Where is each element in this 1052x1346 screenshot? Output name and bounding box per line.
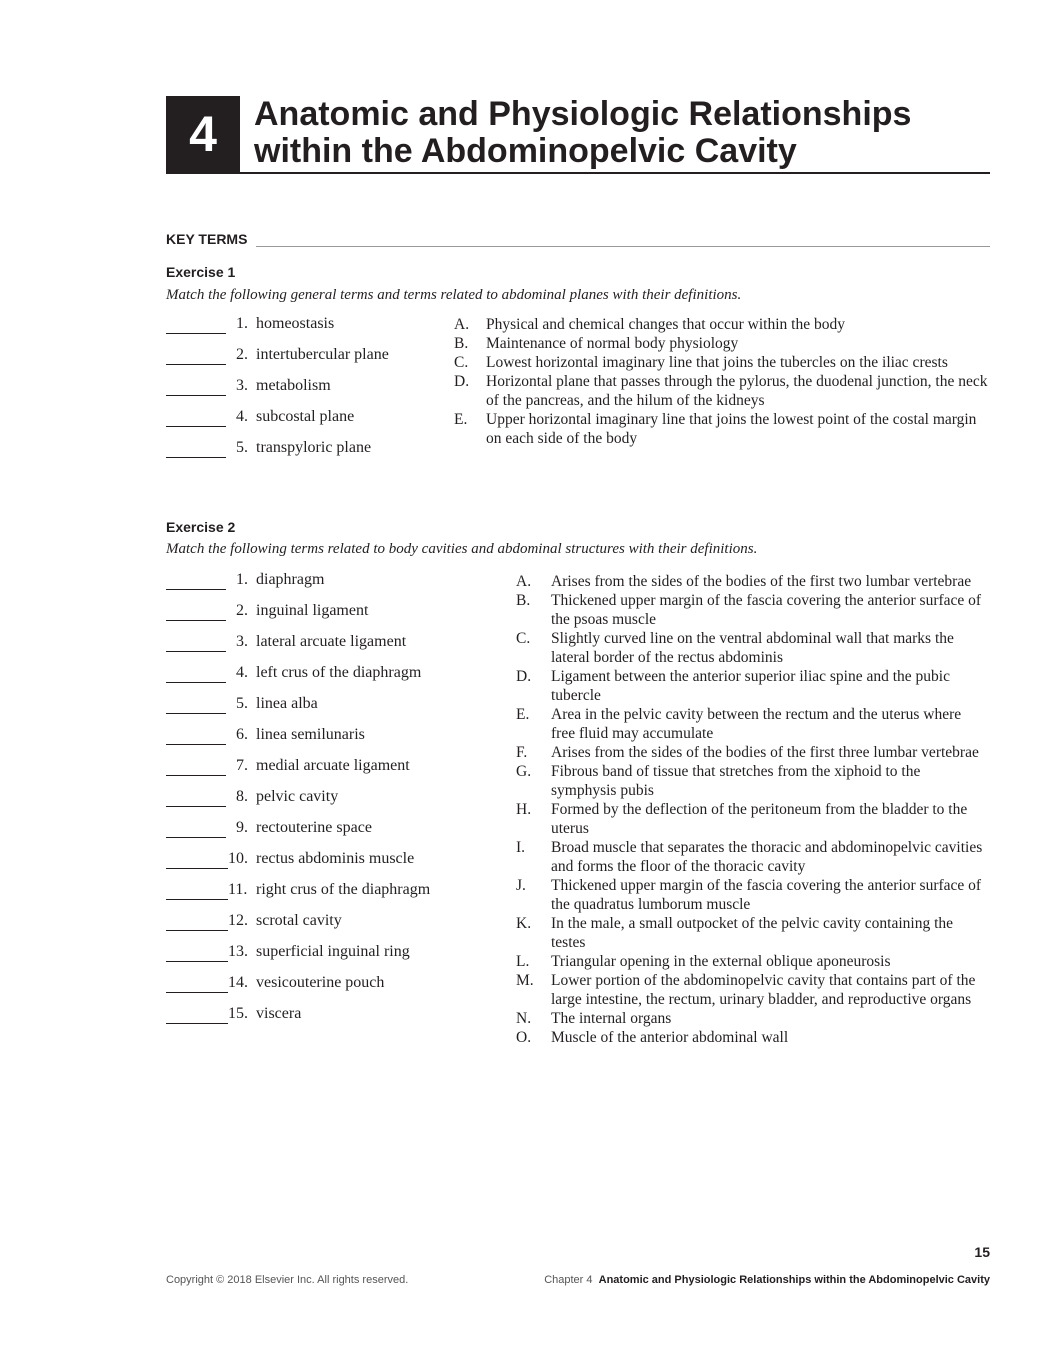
term-row [166, 788, 338, 807]
chapter-title-line-2: within the Abdominopelvic Cavity [254, 132, 797, 170]
term-number: 10. [228, 850, 248, 867]
answer-blank[interactable] [166, 943, 228, 962]
definition-letter: E. [516, 706, 530, 723]
chapter-number: 4 [189, 106, 217, 162]
term-number: 1. [236, 571, 248, 588]
answer-blank[interactable] [166, 377, 226, 396]
term-text: scrotal cavity [256, 912, 342, 929]
answer-blank[interactable] [166, 346, 226, 365]
footer-chapter [544, 1274, 990, 1286]
exercise-2-instructions: Match the following terms related to body cavities and abdominal structures with their definitions. [166, 541, 758, 557]
definition-text: Horizontal plane that passes through the pylorus, the duodenal junction, the neck of the pancreas, and the hilum of the kidneys [486, 373, 988, 409]
definition-letter: C. [454, 354, 469, 371]
exercise-2-title: Exercise 2 [166, 519, 236, 535]
term-number: 7. [236, 757, 248, 774]
term-text: diaphragm [256, 571, 325, 588]
definition-text: Ligament between the anterior superior iliac spine and the pubic tubercle [551, 668, 950, 704]
answer-blank[interactable] [166, 571, 226, 590]
definition-item [516, 667, 986, 705]
definition-text: The internal organs [551, 1010, 672, 1027]
term-text: homeostasis [256, 315, 335, 332]
term-number: 12. [228, 912, 248, 929]
term-text: intertubercular plane [256, 346, 389, 363]
term-text: viscera [256, 1005, 302, 1022]
footer-chapter-label: Chapter 4 [544, 1274, 593, 1286]
term-text: medial arcuate ligament [256, 757, 410, 774]
answer-blank[interactable] [166, 974, 228, 993]
chapter-title [254, 96, 911, 170]
term-number: 9. [236, 819, 248, 836]
term-text: metabolism [256, 377, 331, 394]
title-rule [166, 172, 990, 174]
definition-item [516, 1009, 986, 1028]
term-text: left crus of the diaphragm [256, 664, 422, 681]
definition-text: Slightly curved line on the ventral abdominal wall that marks the lateral border of the rectus abdominis [551, 630, 954, 666]
term-row [166, 346, 389, 365]
definition-text: Physical and chemical changes that occur within the body [486, 316, 845, 333]
definition-item [454, 353, 994, 372]
exercise-1-title: Exercise 1 [166, 264, 236, 280]
definition-letter: K. [516, 915, 532, 932]
definition-letter: N. [516, 1010, 532, 1027]
section-rule [256, 246, 990, 247]
term-row [166, 974, 384, 993]
term-number: 3. [236, 633, 248, 650]
term-row [166, 377, 331, 396]
definition-letter: D. [516, 668, 532, 685]
definition-item [516, 591, 986, 629]
definition-item [454, 410, 994, 448]
term-number: 5. [236, 439, 248, 456]
definition-text: Fibrous band of tissue that stretches from the xiphoid to the symphysis pubis [551, 763, 921, 799]
section-heading: KEY TERMS [166, 231, 248, 247]
term-text: lateral arcuate ligament [256, 633, 407, 650]
term-number: 14. [228, 974, 248, 991]
term-row [166, 726, 365, 745]
term-text: transpyloric plane [256, 439, 372, 456]
definition-letter: G. [516, 763, 532, 780]
term-row [166, 943, 410, 962]
definition-text: Broad muscle that separates the thoracic and abdominopelvic cavities and forms the floor of the thoracic cavity [551, 839, 983, 875]
term-row [166, 1005, 301, 1024]
definition-text: Lowest horizontal imaginary line that joins the tubercles on the iliac crests [486, 354, 948, 371]
definition-text: Arises from the sides of the bodies of the first two lumbar vertebrae [551, 573, 972, 590]
answer-blank[interactable] [166, 850, 228, 869]
term-number: 6. [236, 726, 248, 743]
definition-text: Muscle of the anterior abdominal wall [551, 1029, 789, 1046]
definition-text: Area in the pelvic cavity between the rectum and the uterus where free fluid may accumulate [551, 706, 962, 742]
answer-blank[interactable] [166, 726, 226, 745]
copyright: Copyright © 2018 Elsevier Inc. All rights reserved. [166, 1274, 409, 1286]
chapter-title-line-1: Anatomic and Physiologic Relationships [254, 95, 912, 133]
definition-item [516, 743, 986, 762]
term-row [166, 602, 368, 621]
answer-blank[interactable] [166, 315, 226, 334]
term-number: 4. [236, 408, 248, 425]
answer-blank[interactable] [166, 695, 226, 714]
term-row [166, 664, 421, 683]
definition-letter: M. [516, 972, 534, 989]
definition-text: Triangular opening in the external oblique aponeurosis [551, 953, 891, 970]
answer-blank[interactable] [166, 633, 226, 652]
definition-text: Maintenance of normal body physiology [486, 335, 739, 352]
definition-letter: C. [516, 630, 531, 647]
term-text: superficial inguinal ring [256, 943, 410, 960]
term-number: 5. [236, 695, 248, 712]
definition-text: Lower portion of the abdominopelvic cavity that contains part of the large intestine, the rectum, urinary bladder, and reproductive organs [551, 972, 976, 1008]
definition-item [516, 914, 986, 952]
term-number: 2. [236, 602, 248, 619]
answer-blank[interactable] [166, 881, 228, 900]
definition-item [516, 1028, 986, 1047]
definition-item [516, 629, 986, 667]
definition-letter: B. [454, 335, 469, 352]
definition-letter: A. [454, 316, 470, 333]
definition-text: Upper horizontal imaginary line that joins the lowest point of the costal margin on each side of the body [486, 411, 977, 447]
definition-item [516, 800, 986, 838]
definition-letter: B. [516, 592, 531, 609]
term-row [166, 819, 372, 838]
answer-blank[interactable] [166, 602, 226, 621]
answer-blank[interactable] [166, 819, 226, 838]
definition-item [454, 315, 994, 334]
definition-item [516, 572, 986, 591]
answer-blank[interactable] [166, 788, 226, 807]
term-text: rectouterine space [256, 819, 372, 836]
answer-blank[interactable] [166, 664, 226, 683]
term-text: linea alba [256, 695, 318, 712]
definition-item [516, 876, 986, 914]
definition-letter: D. [454, 373, 470, 390]
term-row [166, 850, 414, 869]
definition-item [516, 838, 986, 876]
term-row [166, 912, 342, 931]
definition-letter: I. [516, 839, 526, 856]
exercise-1-definitions [454, 315, 994, 448]
definition-letter: A. [516, 573, 532, 590]
term-text: right crus of the diaphragm [256, 881, 431, 898]
term-row [166, 757, 410, 776]
definition-text: In the male, a small outpocket of the pelvic cavity containing the testes [551, 915, 954, 951]
term-number: 1. [236, 315, 248, 332]
term-number: 15. [228, 1005, 248, 1022]
definition-letter: L. [516, 953, 530, 970]
term-text: subcostal plane [256, 408, 355, 425]
answer-blank[interactable] [166, 912, 228, 931]
term-number: 8. [236, 788, 248, 805]
definition-letter: J. [516, 877, 526, 894]
term-row [166, 408, 354, 427]
definition-item [454, 372, 994, 410]
definition-letter: O. [516, 1029, 532, 1046]
answer-blank[interactable] [166, 757, 226, 776]
exercise-2-definitions [516, 572, 986, 1047]
answer-blank[interactable] [166, 1005, 228, 1024]
answer-blank[interactable] [166, 439, 226, 458]
definition-item [516, 952, 986, 971]
term-number: 4. [236, 664, 248, 681]
definition-letter: F. [516, 744, 528, 761]
definition-letter: E. [454, 411, 468, 428]
definition-text: Formed by the deflection of the peritoneum from the bladder to the uterus [551, 801, 968, 837]
term-number: 11. [228, 881, 248, 898]
page-number: 15 [974, 1244, 990, 1260]
definition-item [454, 334, 994, 353]
definition-item [516, 762, 986, 800]
definition-text: Arises from the sides of the bodies of the first three lumbar vertebrae [551, 744, 979, 761]
answer-blank[interactable] [166, 408, 226, 427]
chapter-number-box [166, 96, 240, 172]
term-text: vesicouterine pouch [256, 974, 385, 991]
definition-text: Thickened upper margin of the fascia covering the anterior surface of the quadratus lumborum muscle [551, 877, 982, 913]
term-number: 3. [236, 377, 248, 394]
term-text: rectus abdominis muscle [256, 850, 415, 867]
term-text: linea semilunaris [256, 726, 365, 743]
term-number: 2. [236, 346, 248, 363]
term-row [166, 439, 371, 458]
term-text: inguinal ligament [256, 602, 369, 619]
definition-item [516, 705, 986, 743]
term-number: 13. [228, 943, 248, 960]
term-text: pelvic cavity [256, 788, 339, 805]
term-row [166, 315, 334, 334]
term-row [166, 881, 430, 900]
exercise-1-instructions: Match the following general terms and terms related to abdominal planes with their definitions. [166, 287, 742, 303]
term-row [166, 633, 406, 652]
term-row [166, 571, 324, 590]
footer-chapter-title: Anatomic and Physiologic Relationships within the Abdominopelvic Cavity [598, 1274, 990, 1286]
term-row [166, 695, 318, 714]
definition-text: Thickened upper margin of the fascia covering the anterior surface of the psoas muscle [551, 592, 982, 628]
definition-item [516, 971, 986, 1009]
definition-letter: H. [516, 801, 532, 818]
